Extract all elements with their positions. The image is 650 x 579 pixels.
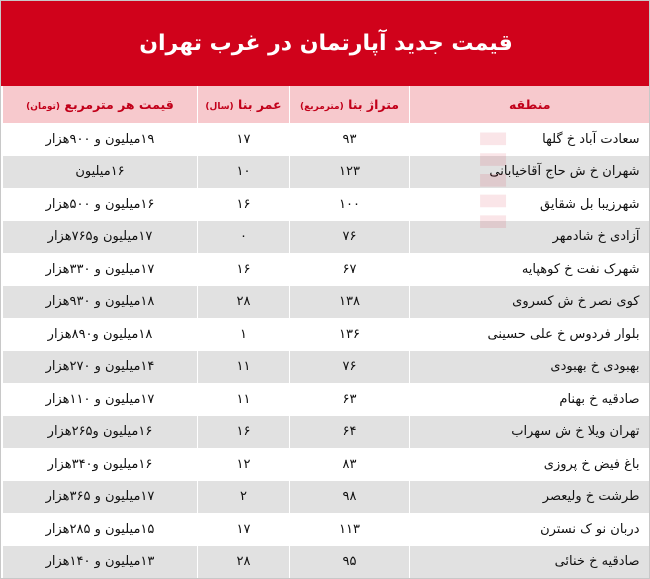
cell-age: ۱۱ (198, 351, 290, 384)
header-price-unit: (تومان) (26, 101, 61, 112)
cell-area: ۶۴ (290, 416, 410, 449)
cell-area: ۹۸ (290, 481, 410, 514)
cell-price: ۱۸میلیون و ۹۳۰هزار (3, 286, 198, 319)
header-age-unit: (سال) (205, 101, 234, 112)
cell-age: ۱۶ (198, 416, 290, 449)
cell-region: صادقیه خ خنائی (410, 546, 650, 579)
cell-region: تهران ویلا خ ش سهراب (410, 416, 650, 449)
cell-price: ۱۶میلیون و ۵۰۰هزار (3, 188, 198, 221)
table-row (3, 416, 650, 449)
cell-region: طرشت خ ولیعصر (410, 481, 650, 514)
cell-area: ۱۳۶ (290, 318, 410, 351)
cell-price: ۱۶میلیون (3, 156, 198, 189)
cell-age: ۱۲ (198, 448, 290, 481)
cell-price: ۱۵میلیون و ۲۸۵هزار (3, 513, 198, 546)
cell-price: ۱۷میلیون و ۱۱۰هزار (3, 383, 198, 416)
table-row (3, 221, 650, 254)
cell-region: بهبودی خ بهبودی (410, 351, 650, 384)
table-row (3, 481, 650, 514)
cell-age: ۲۸ (198, 286, 290, 319)
cell-area: ۱۰۰ (290, 188, 410, 221)
cell-age: ۱۶ (198, 188, 290, 221)
cell-price: ۱۶میلیون و۲۶۵هزار (3, 416, 198, 449)
cell-region: آزادی خ شادمهر (410, 221, 650, 254)
cell-age: ۱ (198, 318, 290, 351)
title-bar (1, 1, 650, 86)
cell-price: ۱۳میلیون و ۱۴۰هزار (3, 546, 198, 579)
cell-area: ۱۲۳ (290, 156, 410, 189)
cell-age: ۱۰ (198, 156, 290, 189)
cell-price: ۱۷میلیون و۷۶۵هزار (3, 221, 198, 254)
table-row (3, 383, 650, 416)
cell-region: دربان نو ک نسترن (410, 513, 650, 546)
price-table (2, 86, 650, 579)
cell-region: شهران خ ش حاج آقاخیابانی (410, 156, 650, 189)
cell-area: ۷۶ (290, 221, 410, 254)
header-region (410, 86, 650, 123)
table-row (3, 513, 650, 546)
cell-area: ۸۳ (290, 448, 410, 481)
header-price (3, 86, 198, 123)
table-row (3, 188, 650, 221)
header-region-label: منطقه (508, 96, 551, 112)
header-age-label: عمر بنا (238, 96, 282, 112)
cell-area: ۱۳۸ (290, 286, 410, 319)
cell-region: شهرک نفت خ کوهپایه (410, 253, 650, 286)
cell-price: ۱۹میلیون و ۹۰۰هزار (3, 123, 198, 156)
cell-price: ۱۶میلیون و۳۴۰هزار (3, 448, 198, 481)
table-header (3, 86, 650, 123)
header-area-unit: (مترمربع) (299, 101, 344, 112)
table-row (3, 156, 650, 189)
cell-area: ۹۳ (290, 123, 410, 156)
header-price-label: قیمت هر مترمربع (64, 96, 174, 112)
cell-age: ۲۸ (198, 546, 290, 579)
header-row (3, 86, 650, 123)
cell-region: بلوار فردوس خ علی حسینی (410, 318, 650, 351)
cell-area: ۷۶ (290, 351, 410, 384)
table-body (3, 123, 650, 578)
header-age (198, 86, 290, 123)
cell-region: سعادت آباد خ گلها (410, 123, 650, 156)
cell-region: باغ فیض خ پروزی (410, 448, 650, 481)
cell-price: ۱۴میلیون و ۲۷۰هزار (3, 351, 198, 384)
page-title: قیمت جدید آپارتمان در غرب تهران (139, 30, 513, 56)
cell-region: کوی نصر خ ش کسروی (410, 286, 650, 319)
table-row (3, 318, 650, 351)
cell-area: ۶۳ (290, 383, 410, 416)
cell-age: ۱۶ (198, 253, 290, 286)
cell-age: ۲ (198, 481, 290, 514)
table-row (3, 123, 650, 156)
cell-price: ۱۷میلیون و ۳۶۵هزار (3, 481, 198, 514)
table-row (3, 448, 650, 481)
cell-price: ۱۷میلیون و ۳۳۰هزار (3, 253, 198, 286)
header-area (290, 86, 410, 123)
cell-price: ۱۸میلیون و۸۹۰هزار (3, 318, 198, 351)
header-area-label: متراژ بنا (348, 96, 400, 112)
cell-area: ۶۷ (290, 253, 410, 286)
cell-region: شهرزیبا بل شقایق (410, 188, 650, 221)
cell-region: صادقیه خ بهنام (410, 383, 650, 416)
cell-age: ۰ (198, 221, 290, 254)
table-row (3, 546, 650, 579)
cell-age: ۱۷ (198, 123, 290, 156)
table-row (3, 351, 650, 384)
cell-area: ۹۵ (290, 546, 410, 579)
table-row (3, 253, 650, 286)
cell-area: ۱۱۳ (290, 513, 410, 546)
cell-age: ۱۱ (198, 383, 290, 416)
table-row (3, 286, 650, 319)
cell-age: ۱۷ (198, 513, 290, 546)
